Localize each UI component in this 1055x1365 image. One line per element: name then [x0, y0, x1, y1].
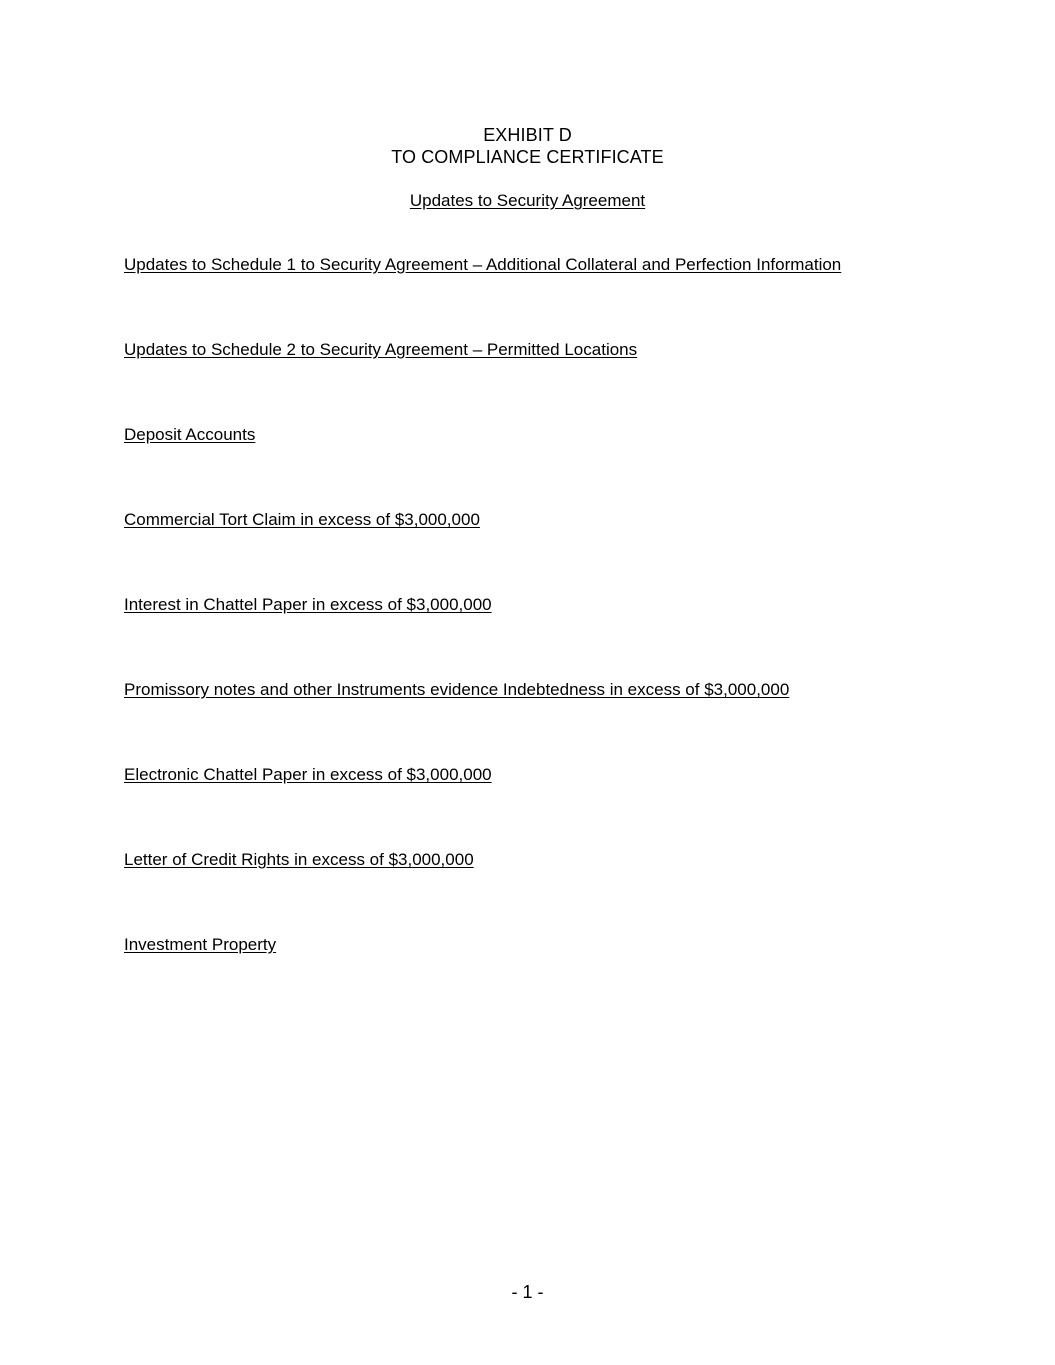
section-heading-commercial-tort-claim: [124, 509, 944, 594]
section-heading-text: Updates to Schedule 2 to Security Agreement – Permitted Locations: [124, 340, 638, 359]
section-heading-text: Updates to Schedule 1 to Security Agreement – Additional Collateral and Perfection Information: [124, 255, 842, 274]
section-title: [0, 190, 1055, 212]
section-heading-text: Interest in Chattel Paper in excess of $3,000,000: [124, 595, 492, 614]
section-heading-letter-of-credit: [124, 849, 944, 934]
section-heading-promissory-notes: [124, 679, 944, 764]
section-heading-text: Deposit Accounts: [124, 425, 256, 444]
section-heading-text: Promissory notes and other Instruments evidence Indebtedness in excess of $3,000,000: [124, 680, 790, 699]
section-heading-chattel-paper: [124, 594, 944, 679]
section-heading-deposit-accounts: [124, 424, 944, 509]
section-heading-text: Commercial Tort Claim in excess of $3,000,000: [124, 510, 480, 529]
section-heading-text: Investment Property: [124, 935, 277, 954]
section-heading-schedule-2: [124, 339, 944, 424]
page-number: - 1 -: [511, 1282, 544, 1302]
section-heading-schedule-1: [124, 254, 944, 339]
section-heading-investment-property: [124, 934, 944, 1019]
section-list: [124, 254, 944, 1019]
section-heading-text: Electronic Chattel Paper in excess of $3,000,000: [124, 765, 492, 784]
section-title-text: Updates to Security Agreement: [409, 191, 646, 210]
section-heading-electronic-chattel-paper: [124, 764, 944, 849]
section-heading-text: Letter of Credit Rights in excess of $3,000,000: [124, 850, 474, 869]
exhibit-subtitle: TO COMPLIANCE CERTIFICATE: [391, 147, 664, 167]
exhibit-title: EXHIBIT D: [483, 125, 572, 145]
